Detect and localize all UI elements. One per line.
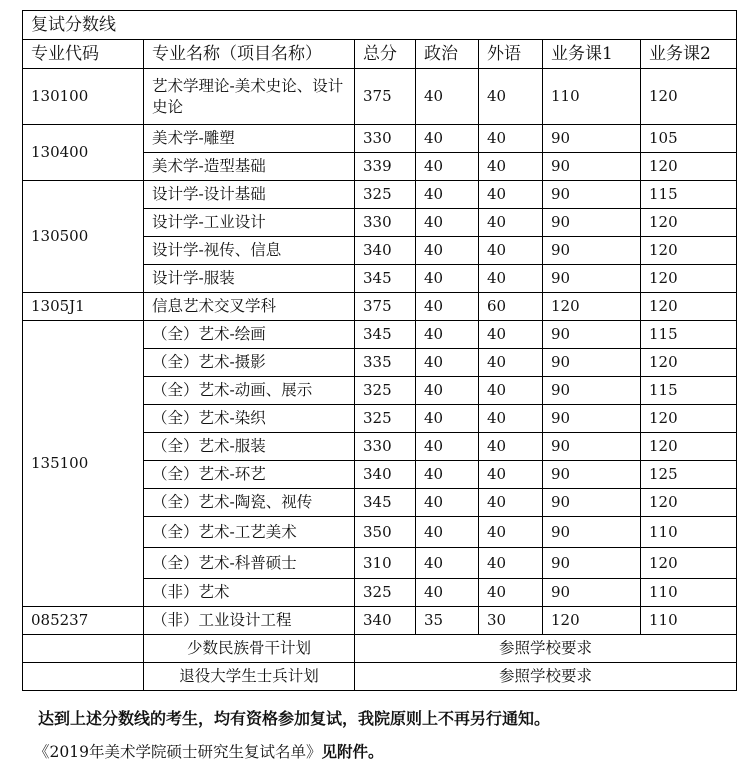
politics-score: 40 bbox=[416, 265, 479, 293]
course2-score: 115 bbox=[641, 321, 737, 349]
course2-score: 120 bbox=[641, 489, 737, 517]
header-course1: 业务课1 bbox=[543, 40, 641, 69]
politics-score: 40 bbox=[416, 153, 479, 181]
score-table bbox=[22, 10, 737, 691]
program-code: 135100 bbox=[23, 321, 144, 607]
program-name: 美术学-雕塑 bbox=[144, 125, 355, 153]
total-score: 340 bbox=[355, 237, 416, 265]
header-course2: 业务课2 bbox=[641, 40, 737, 69]
politics-score: 40 bbox=[416, 293, 479, 321]
foreign-score: 40 bbox=[479, 181, 543, 209]
course1-score: 90 bbox=[543, 153, 641, 181]
total-score: 345 bbox=[355, 489, 416, 517]
course1-score: 120 bbox=[543, 293, 641, 321]
program-name: （全）艺术-环艺 bbox=[144, 461, 355, 489]
special-plan-row bbox=[23, 635, 737, 663]
course2-score: 110 bbox=[641, 579, 737, 607]
course2-score: 110 bbox=[641, 607, 737, 635]
course1-score: 90 bbox=[543, 237, 641, 265]
politics-score: 40 bbox=[416, 579, 479, 607]
politics-score: 40 bbox=[416, 125, 479, 153]
total-score: 345 bbox=[355, 265, 416, 293]
politics-score: 40 bbox=[416, 349, 479, 377]
foreign-score: 40 bbox=[479, 377, 543, 405]
program-name: （全）艺术-陶瓷、视传 bbox=[144, 489, 355, 517]
program-name: 设计学-服装 bbox=[144, 265, 355, 293]
foreign-score: 40 bbox=[479, 153, 543, 181]
program-code: 130100 bbox=[23, 69, 144, 125]
special-plan-requirement: 参照学校要求 bbox=[355, 663, 737, 691]
header-code: 专业代码 bbox=[23, 40, 144, 69]
program-code: 085237 bbox=[23, 607, 144, 635]
special-plan-requirement: 参照学校要求 bbox=[355, 635, 737, 663]
course2-score: 120 bbox=[641, 153, 737, 181]
program-name: 美术学-造型基础 bbox=[144, 153, 355, 181]
course1-score: 90 bbox=[543, 548, 641, 579]
course2-score: 115 bbox=[641, 181, 737, 209]
program-name: （非）艺术 bbox=[144, 579, 355, 607]
course2-score: 120 bbox=[641, 265, 737, 293]
politics-score: 35 bbox=[416, 607, 479, 635]
foreign-score: 40 bbox=[479, 321, 543, 349]
program-name: 设计学-设计基础 bbox=[144, 181, 355, 209]
politics-score: 40 bbox=[416, 237, 479, 265]
program-code: 130400 bbox=[23, 125, 144, 181]
total-score: 340 bbox=[355, 461, 416, 489]
note-requalify: 达到上述分数线的考生，均有资格参加复试，我院原则上不再另行通知。 bbox=[38, 709, 551, 728]
program-name: （非）工业设计工程 bbox=[144, 607, 355, 635]
total-score: 325 bbox=[355, 405, 416, 433]
course2-score: 120 bbox=[641, 405, 737, 433]
foreign-score: 40 bbox=[479, 489, 543, 517]
politics-score: 40 bbox=[416, 461, 479, 489]
note-attachment bbox=[34, 740, 383, 762]
politics-score: 40 bbox=[416, 377, 479, 405]
foreign-score: 40 bbox=[479, 461, 543, 489]
politics-score: 40 bbox=[416, 517, 479, 548]
total-score: 375 bbox=[355, 69, 416, 125]
course1-score: 90 bbox=[543, 405, 641, 433]
table-row bbox=[23, 69, 737, 125]
note-attachment-title: 《2019年美术学院硕士研究生复试名单》 bbox=[34, 743, 322, 761]
header-total: 总分 bbox=[355, 40, 416, 69]
course1-score: 90 bbox=[543, 579, 641, 607]
empty-code-cell bbox=[23, 663, 144, 691]
course1-score: 90 bbox=[543, 461, 641, 489]
note-attachment-suffix: 见附件。 bbox=[321, 742, 384, 761]
course1-score: 90 bbox=[543, 433, 641, 461]
course1-score: 90 bbox=[543, 321, 641, 349]
course1-score: 90 bbox=[543, 489, 641, 517]
course1-score: 90 bbox=[543, 125, 641, 153]
course2-score: 120 bbox=[641, 69, 737, 125]
table-row bbox=[23, 125, 737, 153]
program-name: （全）艺术-服装 bbox=[144, 433, 355, 461]
header-foreign: 外语 bbox=[479, 40, 543, 69]
foreign-score: 60 bbox=[479, 293, 543, 321]
table-row bbox=[23, 321, 737, 349]
total-score: 330 bbox=[355, 209, 416, 237]
foreign-score: 40 bbox=[479, 405, 543, 433]
program-name: （全）艺术-动画、展示 bbox=[144, 377, 355, 405]
course1-score: 90 bbox=[543, 181, 641, 209]
total-score: 310 bbox=[355, 548, 416, 579]
course1-score: 90 bbox=[543, 265, 641, 293]
total-score: 345 bbox=[355, 321, 416, 349]
special-plan-row bbox=[23, 663, 737, 691]
total-score: 330 bbox=[355, 433, 416, 461]
special-plan-name: 少数民族骨干计划 bbox=[144, 635, 355, 663]
foreign-score: 40 bbox=[479, 125, 543, 153]
foreign-score: 40 bbox=[479, 265, 543, 293]
politics-score: 40 bbox=[416, 489, 479, 517]
table-row bbox=[23, 607, 737, 635]
program-name: 设计学-工业设计 bbox=[144, 209, 355, 237]
foreign-score: 40 bbox=[479, 209, 543, 237]
politics-score: 40 bbox=[416, 405, 479, 433]
table-row bbox=[23, 181, 737, 209]
politics-score: 40 bbox=[416, 433, 479, 461]
total-score: 350 bbox=[355, 517, 416, 548]
score-table-container bbox=[22, 10, 736, 691]
course1-score: 120 bbox=[543, 607, 641, 635]
foreign-score: 40 bbox=[479, 517, 543, 548]
header-politics: 政治 bbox=[416, 40, 479, 69]
special-plan-name: 退役大学生士兵计划 bbox=[144, 663, 355, 691]
politics-score: 40 bbox=[416, 69, 479, 125]
program-name: （全）艺术-绘画 bbox=[144, 321, 355, 349]
course2-score: 120 bbox=[641, 548, 737, 579]
total-score: 325 bbox=[355, 181, 416, 209]
foreign-score: 40 bbox=[479, 579, 543, 607]
header-name: 专业名称（项目名称） bbox=[144, 40, 355, 69]
total-score: 330 bbox=[355, 125, 416, 153]
total-score: 325 bbox=[355, 377, 416, 405]
foreign-score: 40 bbox=[479, 69, 543, 125]
course2-score: 115 bbox=[641, 377, 737, 405]
program-name: （全）艺术-染织 bbox=[144, 405, 355, 433]
politics-score: 40 bbox=[416, 209, 479, 237]
total-score: 339 bbox=[355, 153, 416, 181]
table-row bbox=[23, 293, 737, 321]
course2-score: 120 bbox=[641, 293, 737, 321]
program-code: 130500 bbox=[23, 181, 144, 293]
program-name: （全）艺术-摄影 bbox=[144, 349, 355, 377]
total-score: 325 bbox=[355, 579, 416, 607]
course2-score: 120 bbox=[641, 349, 737, 377]
header-row bbox=[23, 40, 737, 69]
course2-score: 125 bbox=[641, 461, 737, 489]
foreign-score: 30 bbox=[479, 607, 543, 635]
program-code: 1305J1 bbox=[23, 293, 144, 321]
foreign-score: 40 bbox=[479, 433, 543, 461]
politics-score: 40 bbox=[416, 548, 479, 579]
course2-score: 105 bbox=[641, 125, 737, 153]
course1-score: 110 bbox=[543, 69, 641, 125]
table-body bbox=[23, 11, 737, 691]
program-name: 艺术学理论-美术史论、设计史论 bbox=[144, 69, 355, 125]
program-name: 信息艺术交叉学科 bbox=[144, 293, 355, 321]
foreign-score: 40 bbox=[479, 548, 543, 579]
course1-score: 90 bbox=[543, 349, 641, 377]
program-name: （全）艺术-工艺美术 bbox=[144, 517, 355, 548]
course1-score: 90 bbox=[543, 209, 641, 237]
total-score: 335 bbox=[355, 349, 416, 377]
course1-score: 90 bbox=[543, 377, 641, 405]
course2-score: 120 bbox=[641, 209, 737, 237]
course2-score: 120 bbox=[641, 433, 737, 461]
course2-score: 120 bbox=[641, 237, 737, 265]
politics-score: 40 bbox=[416, 321, 479, 349]
politics-score: 40 bbox=[416, 181, 479, 209]
empty-code-cell bbox=[23, 635, 144, 663]
table-title: 复试分数线 bbox=[23, 11, 737, 40]
total-score: 375 bbox=[355, 293, 416, 321]
course2-score: 110 bbox=[641, 517, 737, 548]
program-name: （全）艺术-科普硕士 bbox=[144, 548, 355, 579]
program-name: 设计学-视传、信息 bbox=[144, 237, 355, 265]
foreign-score: 40 bbox=[479, 237, 543, 265]
course1-score: 90 bbox=[543, 517, 641, 548]
foreign-score: 40 bbox=[479, 349, 543, 377]
total-score: 340 bbox=[355, 607, 416, 635]
